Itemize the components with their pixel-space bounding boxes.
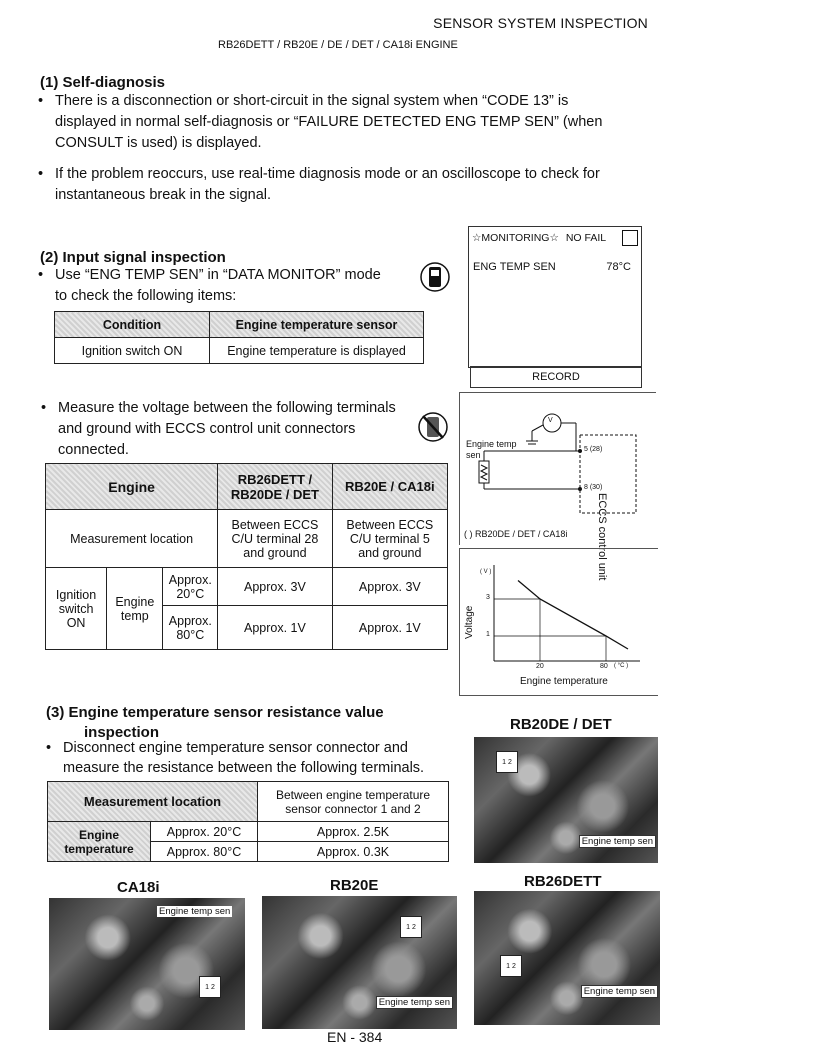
circuit-diagram bbox=[459, 392, 656, 581]
cell-temp-20: Approx. 20°C bbox=[163, 568, 218, 606]
cell-v20-b: Approx. 3V bbox=[332, 568, 447, 606]
photo-rb20e bbox=[262, 896, 457, 1029]
th-meas-location: Measurement location bbox=[48, 782, 258, 822]
engine-list: RB26DETT / RB20E / DE / DET / CA18i ENGINE bbox=[218, 39, 458, 51]
bullet: • bbox=[41, 400, 47, 416]
x-tick-20: 20 bbox=[536, 663, 544, 670]
photo-rb26-title: RB26DETT bbox=[524, 873, 602, 890]
section-title: SENSOR SYSTEM INSPECTION bbox=[433, 15, 648, 31]
th-rb26: RB26DETT / RB20DE / DET bbox=[218, 464, 332, 510]
cell-t20: Approx. 20°C bbox=[151, 822, 258, 842]
cell-ignition: Ignition switch ON bbox=[46, 568, 107, 650]
y-unit: ( V ) bbox=[480, 569, 492, 575]
bullet: • bbox=[46, 740, 52, 756]
consult-monitor-screen bbox=[468, 226, 642, 368]
bullet: • bbox=[38, 166, 44, 182]
x-axis-label: Engine temperature bbox=[520, 676, 608, 687]
cell-engine-temperature: Engine temperature bbox=[48, 822, 151, 862]
photo-ca18i-title: CA18i bbox=[117, 879, 160, 896]
cell-r80: Approx. 0.3K bbox=[258, 842, 449, 862]
cell-condition: Ignition switch ON bbox=[55, 338, 210, 364]
photo-rb26 bbox=[474, 891, 660, 1025]
th-connector: Between engine temperature sensor connector 1 and 2 bbox=[258, 782, 449, 822]
y-axis-label: Voltage bbox=[464, 605, 475, 639]
cell-v20-a: Approx. 3V bbox=[218, 568, 332, 606]
s3-title: (3) Engine temperature sensor resistance value inspection bbox=[46, 704, 384, 741]
terminal-1: 5 (28) bbox=[584, 446, 603, 453]
sensor-label: Engine temp sen bbox=[466, 439, 517, 460]
s1-bullet-1: • There is a disconnection or short-circuit in the signal system when “CODE 13” is displayed in normal self-diagnosis or “FAILURE DETECTED ENG TEMP SEN” (when CONSULT is used) is displayed. bbox=[38, 93, 603, 151]
photo-label: Engine temp sen bbox=[581, 985, 658, 998]
s2-title: (2) Input signal inspection bbox=[40, 249, 226, 266]
voltage-table bbox=[45, 463, 448, 650]
connector-icon: 1 2 bbox=[199, 976, 221, 998]
checkbox-icon bbox=[622, 230, 638, 246]
resistance-table bbox=[47, 781, 449, 862]
photo-ca18i bbox=[49, 898, 245, 1030]
cell-meas-label: Measurement location bbox=[46, 510, 218, 568]
y-tick-1: 1 bbox=[486, 631, 490, 638]
circuit-note: ( ) RB20DE / DET / CA18i bbox=[464, 529, 568, 539]
monitor-value: 78°C bbox=[606, 261, 631, 273]
photo-label: Engine temp sen bbox=[376, 996, 453, 1009]
voltage-graph bbox=[459, 548, 658, 696]
s1-bullet-2: • If the problem reoccurs, use real-time diagnosis mode or an oscilloscope to check for instantaneous break in the signal. bbox=[38, 166, 600, 203]
consult-tester-icon bbox=[420, 260, 450, 294]
th-engine: Engine bbox=[46, 464, 218, 510]
y-tick-3: 3 bbox=[486, 594, 490, 601]
voltmeter-label: V bbox=[548, 417, 553, 424]
s1-title: (1) Self-diagnosis bbox=[40, 74, 166, 91]
photo-rb20de bbox=[474, 737, 658, 863]
cell-v80-a: Approx. 1V bbox=[218, 606, 332, 650]
page-number: EN - 384 bbox=[327, 1029, 383, 1045]
condition-table bbox=[54, 311, 424, 364]
th-condition: Condition bbox=[55, 312, 210, 338]
connector-icon: 1 2 bbox=[496, 751, 518, 773]
bullet: • bbox=[38, 93, 44, 109]
cell-result: Engine temperature is displayed bbox=[210, 338, 424, 364]
s2-bullet-2: • Measure the voltage between the following terminals and ground with ECCS control unit connectors connected. bbox=[41, 400, 396, 458]
x-unit: ( °C ) bbox=[614, 663, 629, 669]
monitor-item: ENG TEMP SEN bbox=[473, 261, 556, 273]
bullet: • bbox=[38, 267, 44, 283]
photo-label: Engine temp sen bbox=[159, 906, 231, 917]
cell-r20: Approx. 2.5K bbox=[258, 822, 449, 842]
s2-bullet-1: • Use “ENG TEMP SEN” in “DATA MONITOR” mode to check the following items: bbox=[38, 267, 381, 304]
voltage-curve bbox=[518, 581, 628, 650]
s3-bullet-1: • Disconnect engine temperature sensor connector and measure the resistance between the following terminals. bbox=[46, 740, 425, 776]
th-rb20e: RB20E / CA18i bbox=[332, 464, 447, 510]
disconnect-prohibited-icon bbox=[418, 410, 448, 444]
th-engine-temp-sensor: Engine temperature sensor bbox=[210, 312, 424, 338]
photo-rb20de-title: RB20DE / DET bbox=[510, 716, 612, 733]
cell-meas-b: Between ECCS C/U terminal 5 and ground bbox=[332, 510, 447, 568]
cell-v80-b: Approx. 1V bbox=[332, 606, 447, 650]
circuit-wiring bbox=[460, 393, 656, 545]
cell-engine-temp: Engine temp bbox=[107, 568, 163, 650]
connector-icon: 1 2 bbox=[400, 916, 422, 938]
connector-icon: 1 2 bbox=[500, 955, 522, 977]
record-button: RECORD bbox=[470, 366, 642, 388]
ecu-label: ECCS control unit bbox=[596, 493, 608, 581]
terminal-2: 8 (30) bbox=[584, 484, 603, 491]
monitor-header: ☆MONITORING☆ NO FAIL bbox=[472, 232, 607, 244]
star-icon: ☆ bbox=[472, 232, 482, 244]
cell-t80: Approx. 80°C bbox=[151, 842, 258, 862]
photo-rb20e-title: RB20E bbox=[330, 877, 379, 894]
cell-meas-a: Between ECCS C/U terminal 28 and ground bbox=[218, 510, 332, 568]
x-tick-80: 80 bbox=[600, 663, 608, 670]
star-icon: ☆ bbox=[549, 232, 559, 244]
photo-label: Engine temp sen bbox=[579, 835, 656, 848]
cell-temp-80: Approx. 80°C bbox=[163, 606, 218, 650]
